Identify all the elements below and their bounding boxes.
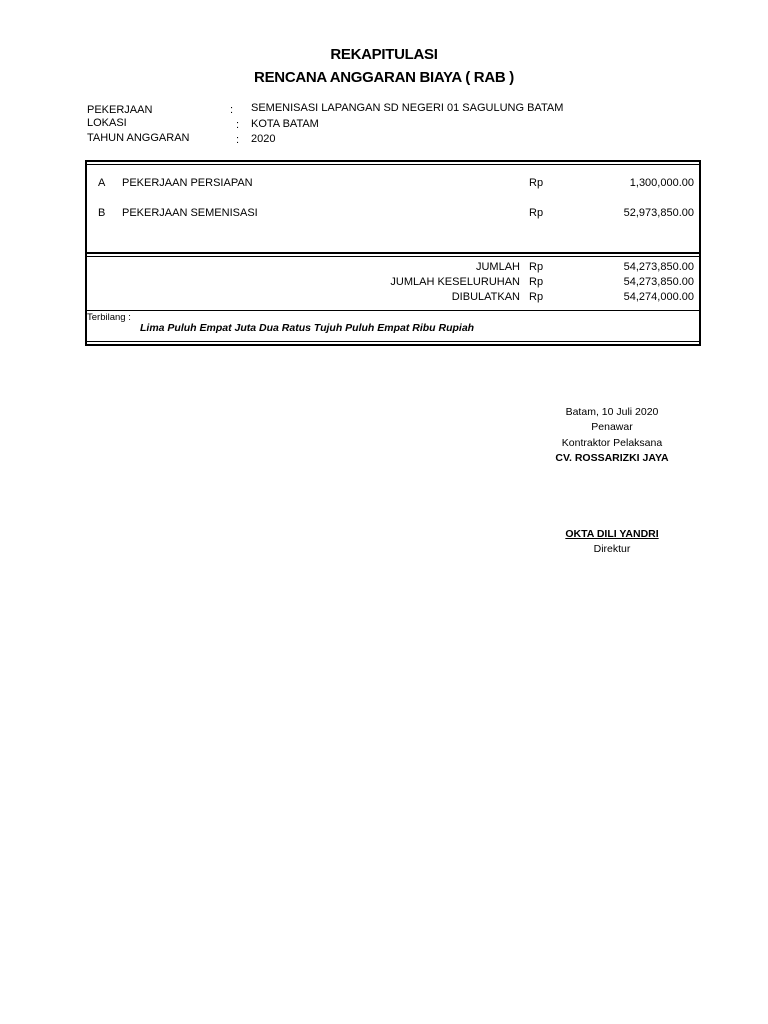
total-keseluruhan-label: JUMLAH KESELURUHAN: [390, 276, 520, 288]
item-currency: Rp: [529, 177, 544, 189]
item-currency: Rp: [529, 207, 544, 219]
signature-place-date: Batam, 10 Juli 2020: [565, 406, 659, 418]
lokasi-separator: :: [236, 119, 240, 131]
total-jumlah-currency: Rp: [529, 261, 544, 273]
pekerjaan-value: SEMENISASI LAPANGAN SD NEGERI 01 SAGULUNG BATAM: [251, 102, 564, 114]
lokasi-label: LOKASI: [87, 117, 127, 129]
table-totals-divider: [85, 310, 701, 311]
table-bottom-inner-line: [85, 341, 701, 342]
total-dibulatkan-label: DIBULATKAN: [451, 291, 520, 303]
tahun-anggaran-value: 2020: [251, 133, 276, 145]
item-name: PEKERJAAN SEMENISASI: [122, 207, 258, 219]
tahun-anggaran-label: TAHUN ANGGARAN: [87, 132, 190, 144]
signature-role: Penawar: [591, 421, 633, 433]
signature-signer-title: Direktur: [593, 543, 631, 555]
total-dibulatkan-amount: 54,274,000.00: [623, 291, 694, 303]
terbilang-text: Lima Puluh Empat Juta Dua Ratus Tujuh Puluh Empat Ribu Rupiah: [140, 322, 475, 334]
total-dibulatkan-currency: Rp: [529, 291, 544, 303]
pekerjaan-label: PEKERJAAN: [87, 104, 153, 116]
item-amount: 52,973,850.00: [623, 207, 694, 219]
tahun-anggaran-separator: :: [236, 134, 240, 146]
terbilang-label: Terbilang :: [87, 312, 131, 323]
document-subtitle: RENCANA ANGGARAN BIAYA ( RAB ): [254, 69, 514, 86]
total-keseluruhan-amount: 54,273,850.00: [623, 276, 694, 288]
signature-company: CV. ROSSARIZKI JAYA: [555, 452, 669, 464]
signature-signer-name: OKTA DILI YANDRI: [565, 528, 659, 540]
item-name: PEKERJAAN PERSIAPAN: [122, 177, 253, 189]
total-keseluruhan-currency: Rp: [529, 276, 544, 288]
total-jumlah-label: JUMLAH: [475, 261, 520, 273]
table-items-divider: [85, 252, 701, 254]
item-code: A: [98, 177, 106, 189]
table-items-divider-inner: [85, 256, 701, 257]
lokasi-value: KOTA BATAM: [251, 118, 319, 130]
pekerjaan-separator: :: [230, 104, 234, 116]
total-jumlah-amount: 54,273,850.00: [623, 261, 694, 273]
signature-position: Kontraktor Pelaksana: [561, 437, 663, 449]
document-title: REKAPITULASI: [330, 46, 438, 63]
item-code: B: [98, 207, 106, 219]
item-amount: 1,300,000.00: [629, 177, 694, 189]
table-top-inner-line: [85, 164, 701, 165]
